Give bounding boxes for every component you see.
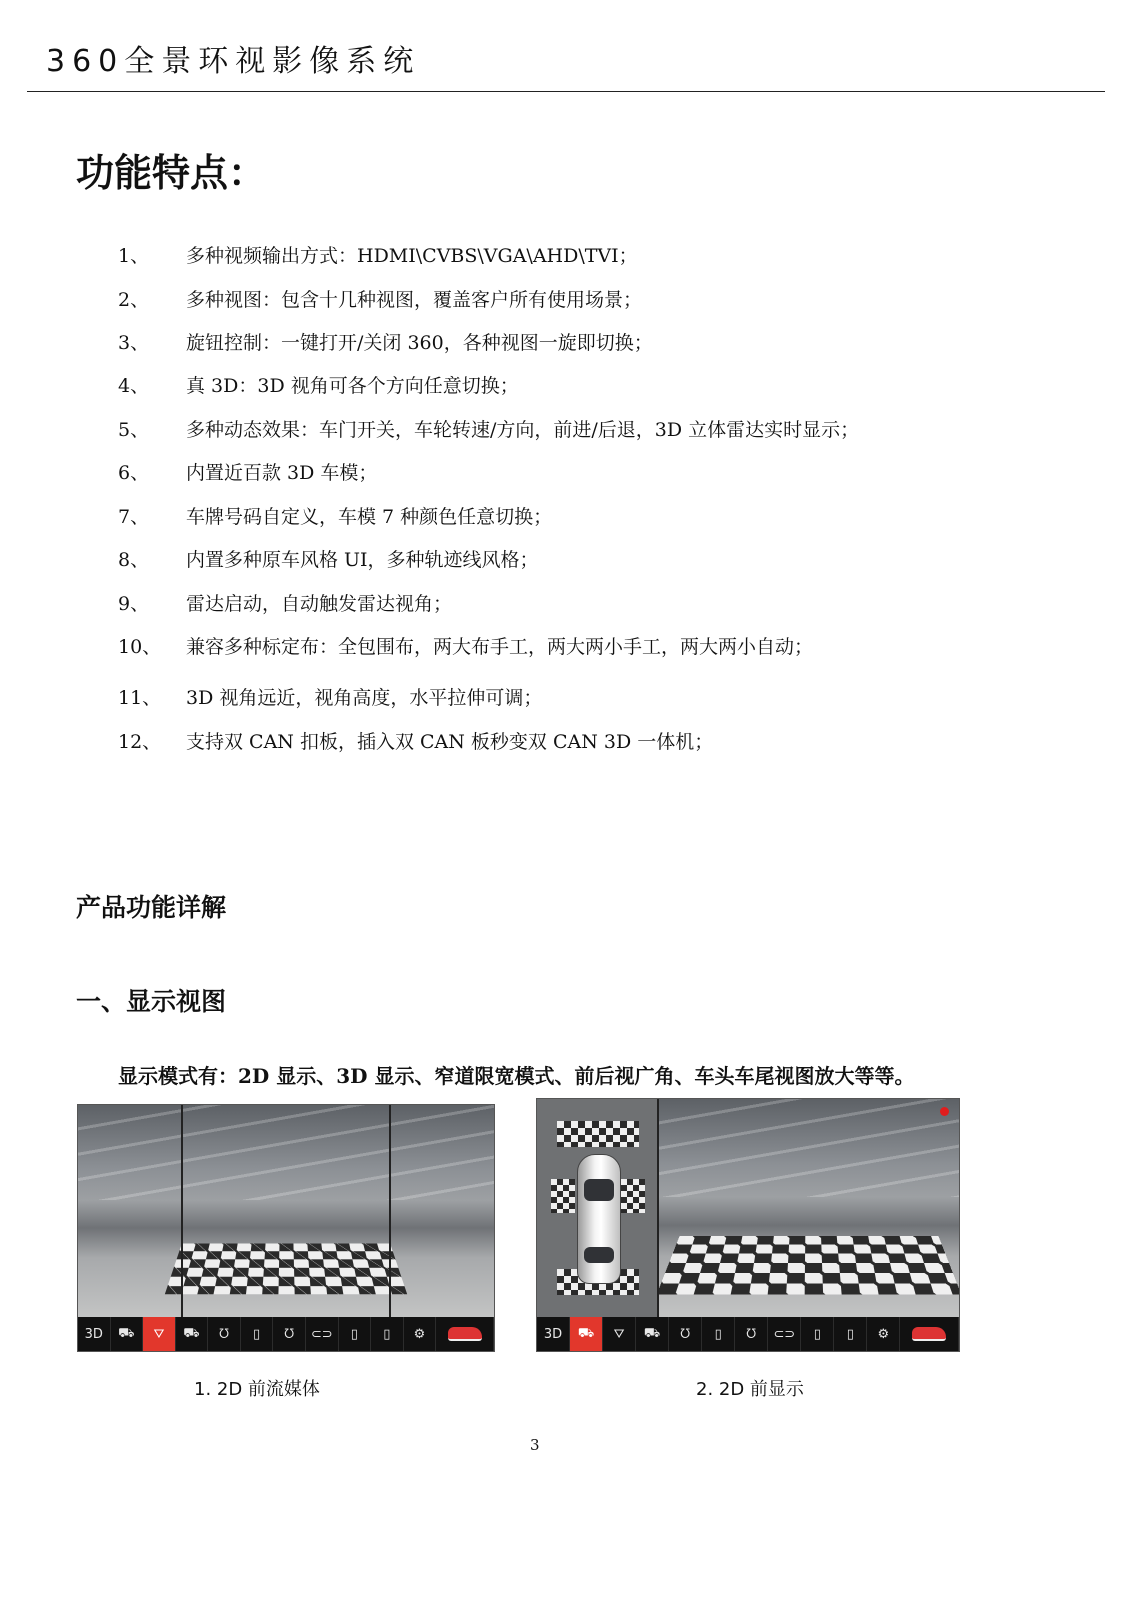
page-number: 3 [530,1436,540,1454]
rear-view-icon[interactable]: ⛟ [176,1317,209,1351]
door-view-icon[interactable]: ▯ [801,1317,834,1351]
feature-number: 4、 [118,375,150,397]
birdseye-view [537,1099,659,1317]
3d-mode-button[interactable]: 3D [78,1317,111,1351]
door-view-icon[interactable]: ▯ [339,1317,372,1351]
settings-icon[interactable]: ⚙ [867,1317,900,1351]
front-streaming-icon[interactable]: ⛛ [603,1317,636,1351]
side-view-icon[interactable]: ▯ [702,1317,735,1351]
wide-view-icon[interactable]: ⊂⊃ [306,1317,339,1351]
feature-text: 真 3D：3D 视角可各个方向任意切换； [186,375,519,397]
wheel-view-icon[interactable]: ᘮ [273,1317,306,1351]
feature-number: 10、 [118,636,162,658]
screenshot-2d-front-streaming [77,1104,495,1352]
calibration-pattern [551,1179,575,1213]
camera-view [78,1105,494,1317]
car-model-icon[interactable] [436,1317,494,1351]
camera-view [659,1099,959,1317]
car-model-icon[interactable] [900,1317,959,1351]
rear-view-icon[interactable]: ⛟ [636,1317,669,1351]
feature-number: 3、 [118,332,150,354]
view-divider [181,1105,183,1317]
features-heading: 功能特点： [76,151,267,195]
wheel-view-icon[interactable]: ᘮ [669,1317,702,1351]
feature-text: 雷达启动，自动触发雷达视角； [186,593,453,615]
screenshot-caption: 1. 2D 前流媒体 [194,1379,320,1400]
screenshot-caption: 2. 2D 前显示 [696,1379,804,1400]
feature-number: 12、 [118,731,162,753]
wheel-view-icon[interactable]: ᘮ [208,1317,241,1351]
view-toolbar [537,1317,959,1351]
side-view-icon[interactable]: ▯ [241,1317,274,1351]
header-divider [27,91,1105,92]
settings-icon[interactable]: ⚙ [404,1317,437,1351]
document-header-title: 360全景环视影像系统 [46,44,421,79]
feature-text: 内置近百款 3D 车模； [186,462,378,484]
feature-number: 2、 [118,289,150,311]
display-view-heading: 一、显示视图 [76,987,227,1016]
feature-text: 兼容多种标定布：全包围布，两大布手工，两大两小手工，两大两小自动； [186,636,814,658]
calibration-pattern [621,1179,645,1213]
display-modes-text: 显示模式有：2D 显示、3D 显示、窄道限宽模式、前后视广角、车头车尾视图放大等等。 [118,1064,915,1088]
front-view-icon[interactable]: ⛟ [570,1317,603,1351]
feature-text: 支持双 CAN 扣板，插入双 CAN 板秒变双 CAN 3D 一体机； [186,731,714,753]
calibration-pattern [557,1121,639,1147]
view-toolbar [78,1317,494,1351]
screenshot-2d-front-display [536,1098,960,1352]
feature-number: 6、 [118,462,150,484]
details-heading: 产品功能详解 [76,893,227,922]
garage-ceiling [78,1105,494,1200]
windshield [584,1179,614,1201]
calibration-pattern [657,1236,960,1295]
front-view-icon[interactable]: ⛟ [111,1317,144,1351]
feature-number: 5、 [118,419,150,441]
feature-number: 8、 [118,549,150,571]
wheel-view-icon[interactable]: ᘮ [735,1317,768,1351]
calibration-pattern [165,1244,407,1295]
wide-view-icon[interactable]: ⊂⊃ [768,1317,801,1351]
radar-view-icon[interactable]: ▯ [834,1317,867,1351]
feature-text: 内置多种原车风格 UI，多种轨迹线风格； [186,549,539,571]
feature-number: 9、 [118,593,150,615]
recording-indicator [940,1107,949,1116]
garage-ceiling [659,1099,959,1197]
front-streaming-icon[interactable]: ⛛ [143,1317,176,1351]
view-divider [389,1105,391,1317]
feature-text: 旋钮控制：一键打开/关闭 360，各种视图一旋即切换； [186,332,653,354]
rear-window [584,1247,614,1263]
3d-mode-button[interactable]: 3D [537,1317,570,1351]
vehicle-model [577,1154,621,1284]
feature-text: 多种动态效果：车门开关，车轮转速/方向，前进/后退，3D 立体雷达实时显示； [186,419,860,441]
feature-number: 1、 [118,245,150,267]
feature-text: 多种视图：包含十几种视图，覆盖客户所有使用场景； [186,289,643,311]
feature-number: 11、 [118,687,162,709]
feature-text: 多种视频输出方式：HDMI\CVBS\VGA\AHD\TVI； [186,245,638,267]
feature-text: 车牌号码自定义，车模 7 种颜色任意切换； [186,506,553,528]
radar-view-icon[interactable]: ▯ [371,1317,404,1351]
feature-number: 7、 [118,506,150,528]
car-model-thumb [448,1327,482,1341]
car-model-thumb [912,1327,946,1341]
feature-text: 3D 视角远近，视角高度，水平拉伸可调； [186,687,543,709]
